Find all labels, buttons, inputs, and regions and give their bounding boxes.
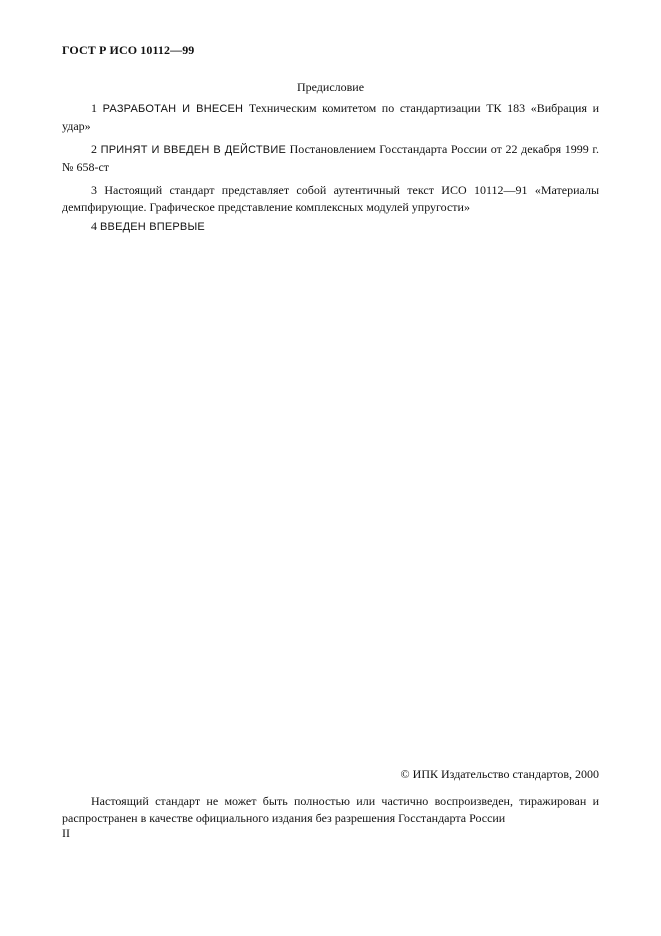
preface-item-1 (62, 100, 599, 135)
preface-item-3 (62, 182, 599, 216)
item-lead: РАЗРАБОТАН И ВНЕСЕН (102, 103, 244, 115)
item-lead: ПРИНЯТ И ВВЕДЕН В ДЕЙСТВИЕ (100, 144, 286, 156)
item-text: Настоящий стандарт представляет собой аутентичный текст ИСО 10112—91 «Материалы демпфирующие. Графическое представление комплексных модулей упругости» (62, 183, 600, 214)
standard-id-header: ГОСТ Р ИСО 10112—99 (62, 43, 195, 57)
item-lead: ВВЕДЕН ВПЕРВЫЕ (100, 221, 205, 233)
preface-item-4 (62, 218, 599, 236)
item-number: 4 (91, 219, 97, 233)
page-number: II (62, 826, 70, 840)
item-text: Постановлением Госстандарта России от 22 декабря 1999 г. № 658-ст (62, 142, 600, 174)
item-number: 3 (91, 183, 97, 197)
reproduction-notice: Настоящий стандарт не может быть полностью или частично воспроизведен, тиражирован и распространен в качестве официального издания без разрешения Госстандарта России (62, 794, 599, 825)
preface-item-2 (62, 141, 599, 176)
copyright-line: © ИПК Издательство стандартов, 2000 (400, 767, 599, 781)
item-text: Техническим комитетом по стандартизации ТК 183 «Вибрация и удар» (62, 101, 600, 133)
preface-title: Предисловие (296, 80, 365, 94)
item-number: 2 (91, 142, 97, 156)
item-number: 1 (91, 101, 97, 115)
